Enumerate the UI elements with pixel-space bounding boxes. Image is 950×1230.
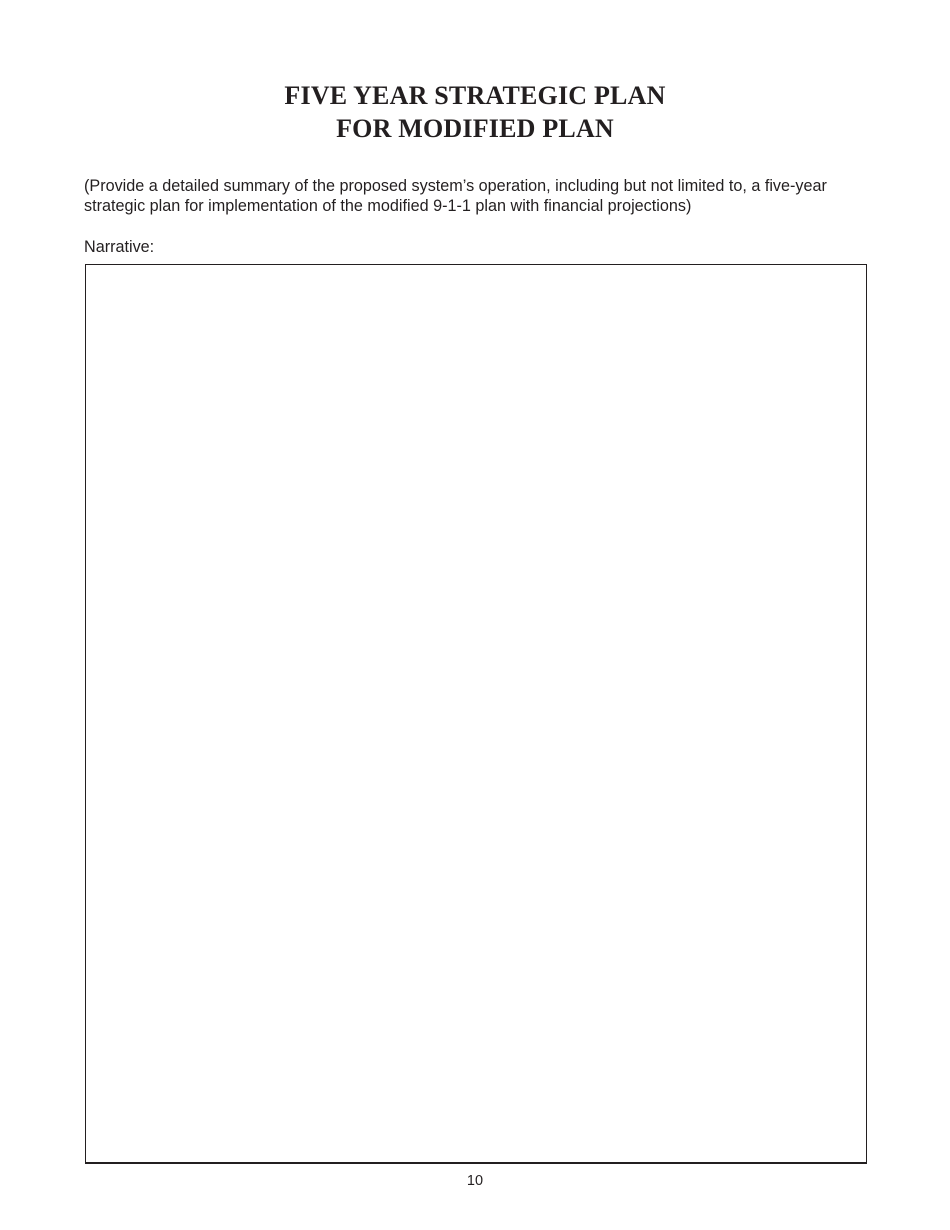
- instructions-line-2: strategic plan for implementation of the modified 9-1-1 plan with financial projections): [84, 197, 692, 215]
- page-number: 10: [466, 1173, 484, 1189]
- instructions-line-1: (Provide a detailed summary of the proposed system’s operation, including but not limited to, a five-year: [84, 177, 827, 195]
- narrative-label: Narrative:: [84, 238, 155, 256]
- page-title-line-1: FIVE YEAR STRATEGIC PLAN: [284, 81, 666, 110]
- page-title-line-2: FOR MODIFIED PLAN: [336, 114, 614, 143]
- page-title: [0, 79, 950, 145]
- instructions-text: [84, 176, 884, 216]
- narrative-field[interactable]: [85, 264, 867, 1164]
